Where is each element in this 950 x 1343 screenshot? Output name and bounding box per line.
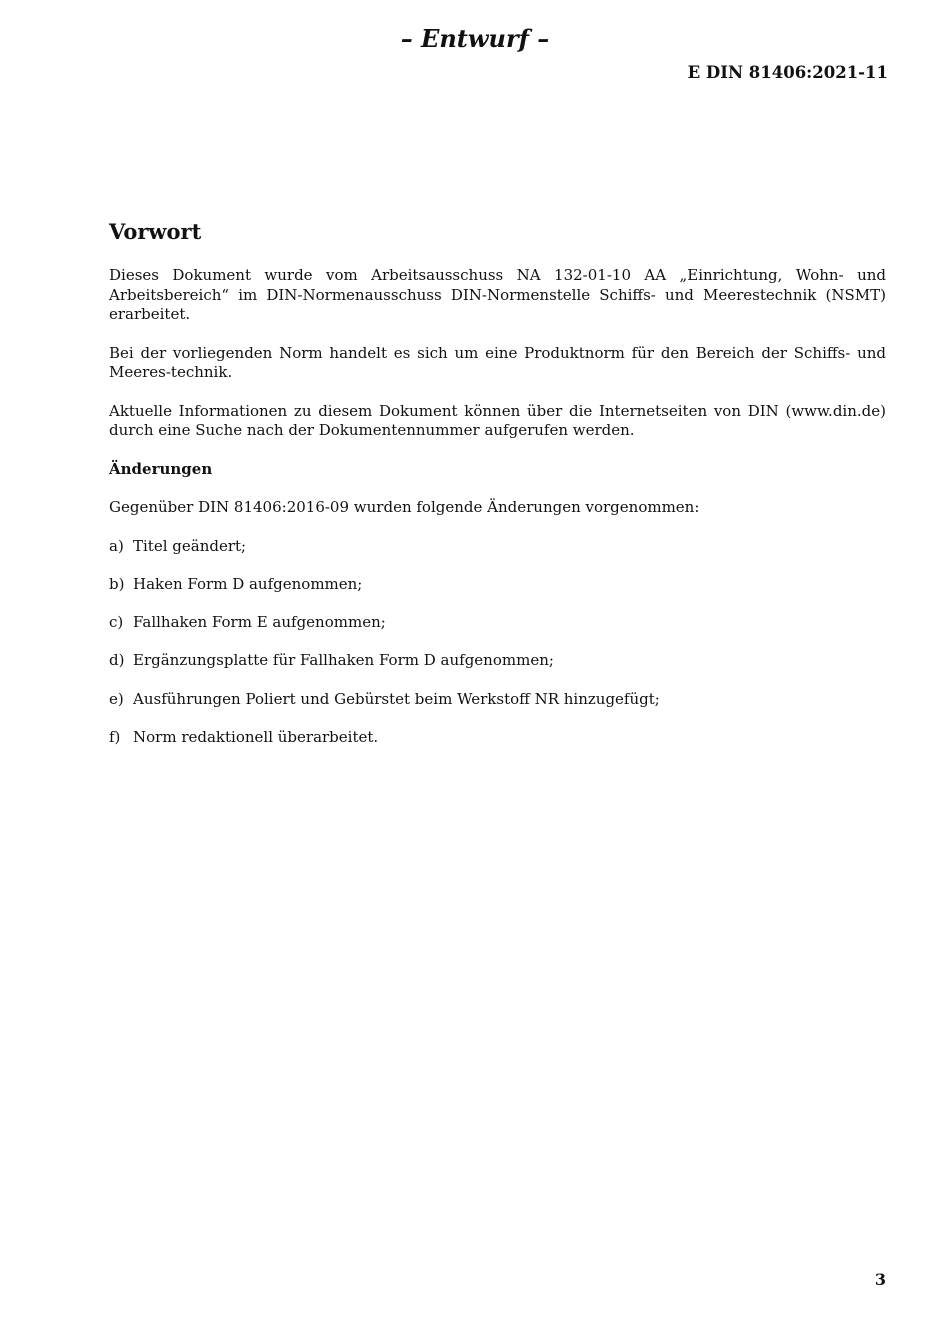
paragraph-product-standard: Bei der vorliegenden Norm handelt es sich um eine Produktnorm für den Bereich der Schiffs- und Meeres-technik. (109, 343, 886, 381)
list-item-text: Ausführungen Poliert und Gebürstet beim Werkstoff NR hinzugefügt; (133, 689, 660, 708)
paragraph-information: Aktuelle Informationen zu diesem Dokument können über die Internetseiten von DIN (www.din.de) durch eine Suche nach der Dokumentennummer aufgerufen werden. (109, 401, 886, 439)
changes-intro: Gegenüber DIN 81406:2016-09 wurden folgende Änderungen vorgenommen: (109, 498, 700, 516)
list-item-label: d) (109, 651, 125, 670)
draft-header: – Entwurf – (400, 24, 550, 53)
list-item-label: c) (109, 613, 124, 632)
list-item (109, 728, 886, 748)
foreword-section (109, 218, 886, 766)
list-item-label: e) (109, 689, 124, 708)
list-item-text: Fallhaken Form E aufgenommen; (133, 613, 386, 632)
list-item-label: f) (109, 727, 121, 746)
list-item-text: Titel geändert; (133, 536, 247, 555)
list-item-label: a) (109, 536, 124, 555)
list-item-text: Ergänzungsplatte für Fallhaken Form D aufgenommen; (133, 651, 554, 670)
list-item-text: Haken Form D aufgenommen; (133, 574, 363, 593)
changes-list (109, 537, 886, 748)
paragraph-committee: Dieses Dokument wurde vom Arbeitsausschuss NA 132-01-10 AA „Einrichtung, Wohn- und Arbeitsbereich“ im DIN-Normenausschuss DIN-Normenstelle Schiffs- und Meerestechnik (NSMT) erarbeitet. (109, 266, 886, 323)
document-id: E DIN 81406:2021-11 (687, 63, 888, 82)
list-item (109, 537, 886, 557)
section-title: Vorwort (109, 219, 202, 244)
list-item-label: b) (109, 574, 125, 593)
list-item (109, 613, 886, 633)
list-item (109, 651, 886, 671)
list-item (109, 690, 886, 710)
changes-heading: Änderungen (109, 459, 213, 478)
list-item (109, 575, 886, 595)
list-item-text: Norm redaktionell überarbeitet. (133, 727, 379, 746)
page-number: 3 (874, 1270, 886, 1289)
